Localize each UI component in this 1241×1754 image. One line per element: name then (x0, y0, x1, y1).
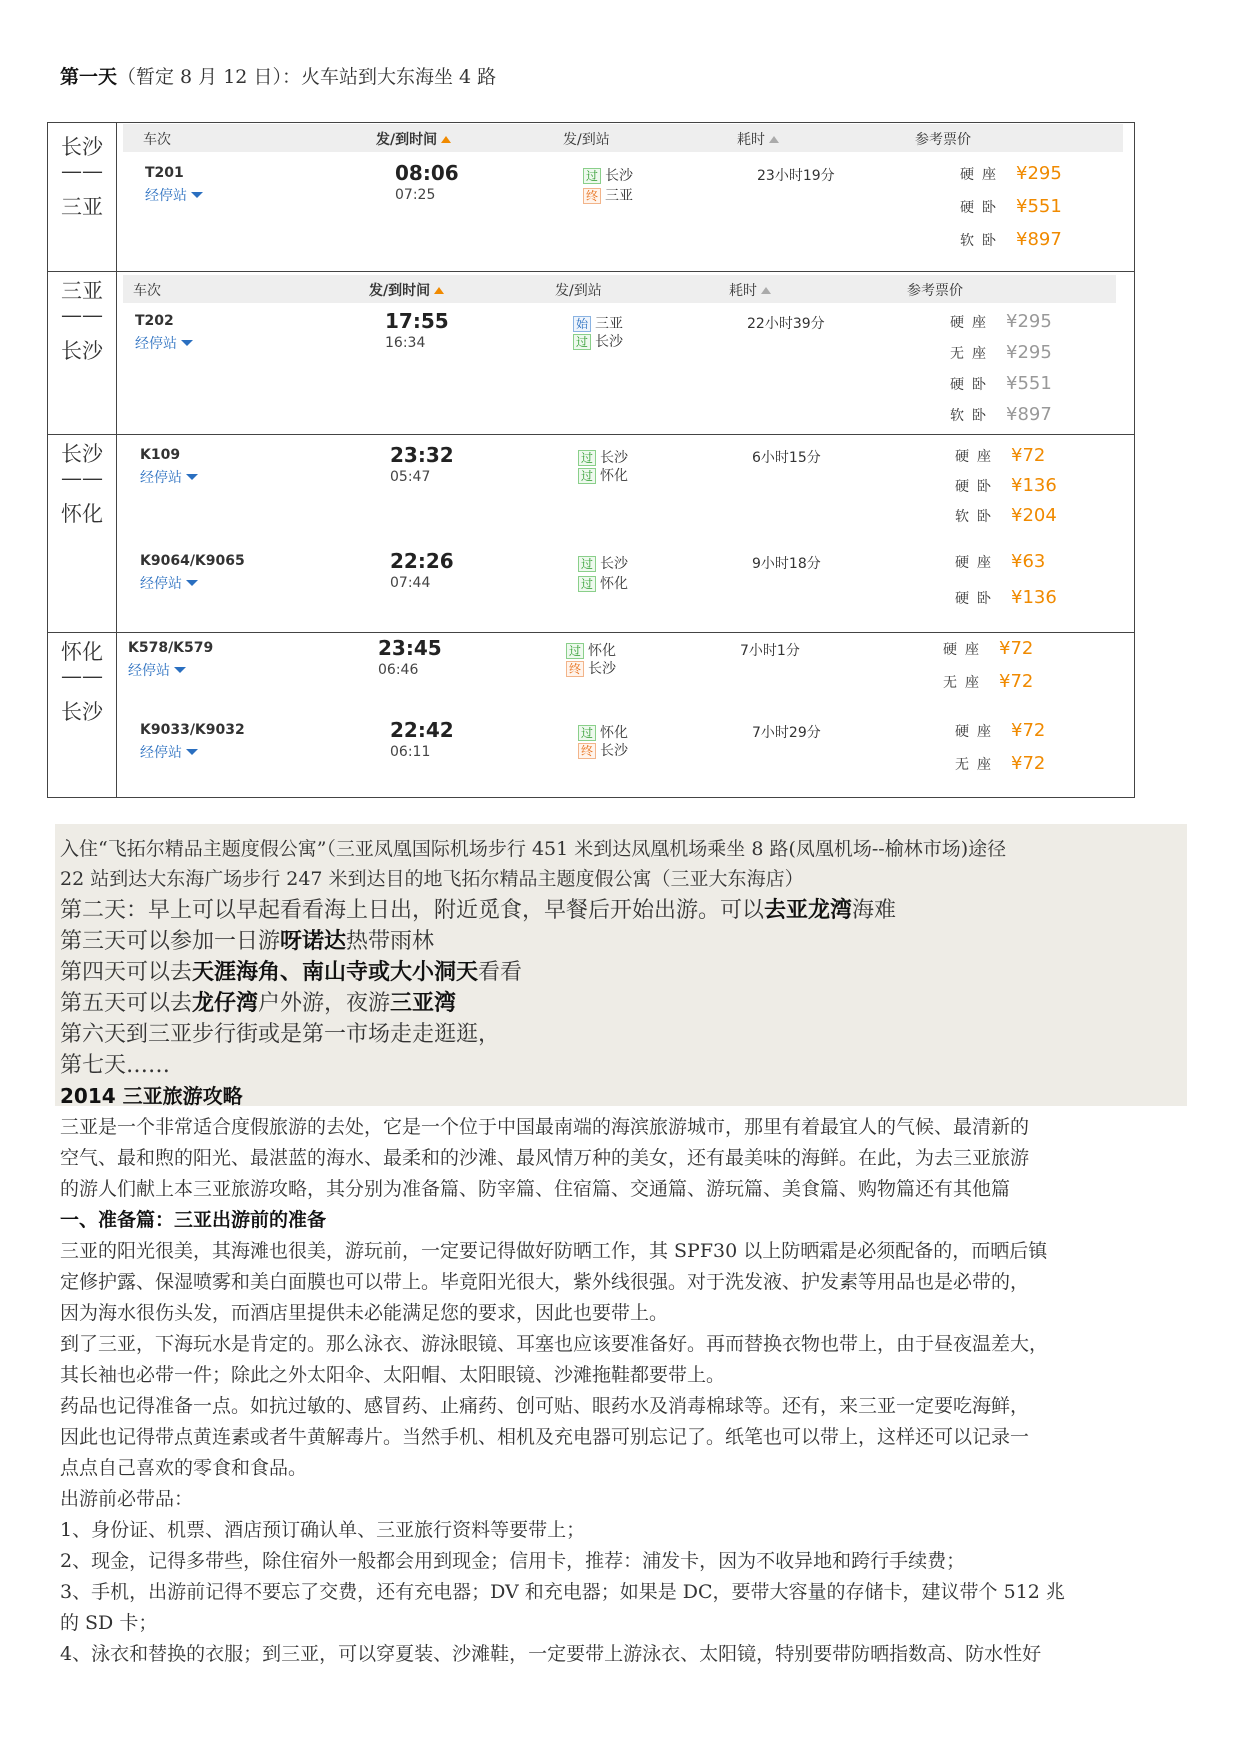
route-from: 三亚 (61, 279, 103, 303)
seat-class: 硬卧 (955, 479, 999, 495)
stops-label: 经停站 (128, 663, 170, 679)
seat-class: 硬卧 (955, 591, 999, 607)
depart-time: 22:42 (390, 718, 454, 742)
train-number[interactable]: K109 (140, 447, 181, 463)
seat-class: 硬座 (955, 449, 999, 465)
train-number[interactable]: K9033/K9032 (140, 722, 245, 738)
seat-class: 无座 (943, 675, 987, 691)
price-row (950, 373, 1052, 394)
stops-link[interactable] (140, 467, 198, 487)
price-value: ¥136 (1011, 587, 1057, 608)
station-row (583, 185, 633, 205)
route-from: 怀化 (61, 640, 103, 664)
depart-time: 23:32 (390, 443, 454, 467)
header-duration[interactable] (737, 129, 779, 149)
prep-line: 药品也记得准备一点。如抗过敏的、感冒药、止痛药、创可贴、眼药水及消毒棉球等。还有，来三亚一定要吃海鲜， (60, 1395, 1030, 1417)
header-price: 参考票价 (915, 132, 971, 148)
stops-link[interactable] (128, 660, 186, 680)
seat-class: 软卧 (950, 408, 994, 424)
caret-down-icon (186, 749, 198, 755)
price-row (955, 445, 1045, 466)
day-one-title (60, 62, 496, 89)
route-cell (48, 271, 117, 434)
train-schedule-table (47, 122, 1135, 798)
header-time-label: 发/到时间 (376, 132, 438, 148)
train-number[interactable]: K578/K579 (128, 640, 214, 656)
station-name: 长沙 (595, 334, 624, 350)
route-dash: —— (61, 159, 103, 183)
header-duration[interactable] (729, 280, 771, 300)
stops-label: 经停站 (140, 745, 182, 761)
prep-line: 的 SD 卡； (60, 1612, 158, 1634)
seat-class: 硬座 (950, 315, 994, 331)
price-value: ¥551 (1016, 196, 1062, 217)
intro-line: 空气、最和煦的阳光、最湛蓝的海水、最柔和的沙滩、最风情万种的美女，还有最美味的海鲜。在此，为去三亚旅游 (60, 1147, 1030, 1169)
day-four-tail: 看看 (478, 960, 523, 985)
price-row (955, 551, 1045, 572)
route-to: 三亚 (61, 195, 103, 219)
table-header (123, 124, 1123, 152)
seat-class: 软卧 (960, 233, 1004, 249)
day-six: 第六天到三亚步行街或是第一市场走走逛逛， (60, 1022, 501, 1047)
terminal-tag: 终 (583, 188, 601, 204)
header-time[interactable] (376, 129, 451, 149)
price-row (955, 753, 1045, 774)
price-row (950, 311, 1052, 332)
terminal-tag: 终 (578, 743, 596, 759)
station-name: 长沙 (588, 661, 617, 677)
duration: 6小时15分 (752, 450, 821, 466)
price-value: ¥897 (1016, 229, 1062, 250)
route-to: 长沙 (61, 339, 103, 363)
pass-tag: 过 (578, 576, 596, 592)
seat-class: 无座 (955, 757, 999, 773)
route-cell (48, 434, 117, 632)
train-number[interactable]: T202 (135, 313, 174, 329)
lodging-line-1: 入住“飞拓尔精品主题度假公寓”（三亚凤凰国际机场步行 451 米到达凤凰机场乘坐 8 路(凤凰机场--榆林市场)途径 (60, 838, 1007, 860)
caret-down-icon (186, 474, 198, 480)
station-row (578, 465, 628, 485)
route-section (48, 632, 1134, 797)
seat-class: 硬座 (955, 724, 999, 740)
start-tag: 始 (573, 316, 591, 332)
lodging-line-2: 22 站到达大东海广场步行 247 米到达目的地飞拓尔精品主题度假公寓（三亚大东海店） (60, 868, 804, 890)
price-row (950, 404, 1052, 425)
stops-link[interactable] (140, 742, 198, 762)
route-dash: —— (61, 664, 103, 688)
day-three (60, 924, 434, 955)
pass-tag: 过 (578, 468, 596, 484)
route-from: 长沙 (61, 442, 103, 466)
pass-tag: 过 (578, 450, 596, 466)
price-row (955, 720, 1045, 741)
prep-line: 点点自己喜欢的零食和食品。 (60, 1457, 308, 1479)
station-row (578, 722, 628, 742)
station-name: 长沙 (600, 743, 629, 759)
price-row (955, 505, 1057, 526)
depart-time: 22:26 (390, 549, 454, 573)
caret-down-icon (174, 667, 186, 673)
stops-label: 经停站 (140, 576, 182, 592)
stops-label: 经停站 (145, 188, 187, 204)
seat-class: 硬卧 (960, 200, 1004, 216)
header-train: 车次 (133, 283, 161, 299)
station-name: 三亚 (605, 188, 634, 204)
guide-title: 2014 三亚旅游攻略 (60, 1084, 243, 1108)
station-row (573, 331, 623, 351)
header-time-label: 发/到时间 (369, 283, 431, 299)
prep-line: 到了三亚，下海玩水是肯定的。那么泳衣、游泳眼镜、耳塞也应该要准备好。再而替换衣物也带上，由于昼夜温差大， (60, 1333, 1049, 1355)
price-row (960, 229, 1062, 250)
prep-line: 其长袖也必带一件；除此之外太阳伞、太阳帽、太阳眼镜、沙滩拖鞋都要带上。 (60, 1364, 726, 1386)
train-number[interactable]: T201 (145, 165, 184, 181)
price-value: ¥295 (1016, 163, 1062, 184)
sort-up-icon (434, 287, 444, 294)
header-duration-label: 耗时 (729, 283, 757, 299)
table-header (123, 275, 1116, 303)
caret-down-icon (191, 192, 203, 198)
pass-tag: 过 (578, 725, 596, 741)
sort-up-icon (761, 287, 771, 294)
station-row (583, 165, 633, 185)
route-section (48, 434, 1134, 633)
route-dash: —— (61, 466, 103, 490)
duration: 9小时18分 (752, 556, 821, 572)
prep-line: 因为海水很伤头发，而酒店里提供未必能满足您的要求，因此也要带上。 (60, 1302, 669, 1324)
price-value: ¥897 (1006, 404, 1052, 425)
caret-down-icon (181, 340, 193, 346)
prep-line: 4、泳衣和替换的衣服；到三亚，可以穿夏装、沙滩鞋，一定要带上游泳衣、太阳镜，特别要带防晒指数高、防水性好 (60, 1643, 1042, 1665)
seat-class: 硬座 (955, 555, 999, 571)
station-name: 怀化 (600, 576, 629, 592)
station-name: 怀化 (600, 725, 629, 741)
day-seven: 第七天…… (60, 1053, 171, 1078)
pass-tag: 过 (578, 556, 596, 572)
price-row (943, 671, 1033, 692)
header-time[interactable] (369, 280, 444, 300)
intro-line: 的游人们献上本三亚旅游攻略，其分别为准备篇、防宰篇、住宿篇、交通篇、游玩篇、美食篇、购物篇还有其他篇 (60, 1178, 1011, 1200)
caret-down-icon (186, 580, 198, 586)
seat-class: 硬座 (943, 642, 987, 658)
prep-line: 三亚的阳光很美，其海滩也很美，游玩前，一定要记得做好防晒工作，其 SPF30 以上防晒霜是必须配备的，而晒后镇 (60, 1240, 1048, 1262)
price-row (955, 475, 1057, 496)
station-name: 怀化 (588, 643, 617, 659)
seat-class: 无座 (950, 346, 994, 362)
price-value: ¥63 (1011, 551, 1046, 572)
prep-title: 一、准备篇：三亚出游前的准备 (60, 1209, 327, 1231)
price-row (943, 638, 1033, 659)
depart-time: 17:55 (385, 309, 449, 333)
day-one-label: 第一天 (60, 66, 118, 88)
day-three-bold: 呀诺达 (280, 929, 347, 954)
station-name: 长沙 (605, 168, 634, 184)
day-one-subtitle: （暂定 8 月 12 日）：火车站到大东海坐 4 路 (117, 66, 497, 88)
route-to: 长沙 (61, 700, 103, 724)
duration: 22小时39分 (747, 316, 825, 332)
day-three-text: 第三天可以参加一日游 (60, 929, 281, 954)
train-number[interactable]: K9064/K9065 (140, 553, 245, 569)
duration: 23小时19分 (757, 168, 835, 184)
station-row (578, 573, 628, 593)
prep-line: 出游前必带品： (60, 1488, 194, 1510)
day-two (60, 893, 896, 924)
pass-tag: 过 (583, 168, 601, 184)
price-row (955, 587, 1057, 608)
day-two-tail: 海难 (852, 898, 897, 923)
price-row (960, 196, 1062, 217)
prep-line: 定修护露、保湿喷雾和美白面膜也可以带上。毕竟阳光很大，紫外线很强。对于洗发液、护发素等用品也是必带的， (60, 1271, 1030, 1293)
header-station: 发/到站 (555, 283, 602, 299)
route-cell (48, 632, 117, 797)
price-value: ¥295 (1006, 311, 1052, 332)
prep-line: 因此也记得带点黄连素或者牛黄解毒片。当然手机、相机及充电器可别忘记了。纸笔也可以带上，这样还可以记录一 (60, 1426, 1030, 1448)
intro-line: 三亚是一个非常适合度假旅游的去处，它是一个位于中国最南端的海滨旅游城市，那里有着最宜人的气候、最清新的 (60, 1116, 1030, 1138)
station-row (578, 740, 628, 760)
day-two-bold: 去亚龙湾 (764, 898, 853, 923)
stops-label: 经停站 (140, 470, 182, 486)
stops-link[interactable] (145, 185, 203, 205)
day-five (60, 986, 456, 1017)
station-row (566, 658, 616, 678)
station-row (578, 553, 628, 573)
day-three-tail: 热带雨林 (346, 929, 435, 954)
route-dash: —— (61, 303, 103, 327)
route-from: 长沙 (61, 135, 103, 159)
arrive-time: 16:34 (385, 335, 426, 351)
stops-link[interactable] (135, 333, 193, 353)
prep-line: 3、手机，出游前记得不要忘了交费，还有充电器；DV 和充电器；如果是 DC，要带大容量的存储卡，建议带个 512 兆 (60, 1581, 1065, 1603)
route-cell (48, 123, 117, 271)
day-five-mid: 户外游，夜游 (258, 991, 391, 1016)
station-row (566, 640, 616, 660)
price-value: ¥72 (999, 671, 1034, 692)
route-section (48, 123, 1134, 272)
header-station: 发/到站 (563, 132, 610, 148)
header-duration-label: 耗时 (737, 132, 765, 148)
header-train: 车次 (143, 132, 171, 148)
arrive-time: 07:44 (390, 575, 431, 591)
price-value: ¥136 (1011, 475, 1057, 496)
station-name: 长沙 (600, 556, 629, 572)
pass-tag: 过 (566, 643, 584, 659)
day-two-text: 第二天：早上可以早起看看海上日出，附近觅食，早餐后开始出游。可以 (60, 898, 765, 923)
day-five-text: 第五天可以去 (60, 991, 193, 1016)
station-row (578, 447, 628, 467)
price-value: ¥72 (1011, 753, 1046, 774)
route-section (48, 271, 1134, 435)
arrive-time: 06:46 (378, 662, 419, 678)
price-value: ¥295 (1006, 342, 1052, 363)
price-value: ¥72 (1011, 445, 1046, 466)
seat-class: 软卧 (955, 509, 999, 525)
day-five-bold: 龙仔湾 (192, 991, 259, 1016)
day-four-bold: 天涯海角、南山寺或大小洞天 (192, 960, 479, 985)
station-name: 三亚 (595, 316, 624, 332)
price-row (950, 342, 1052, 363)
price-value: ¥72 (999, 638, 1034, 659)
prep-line: 2、现金，记得多带些，除住宿外一般都会用到现金；信用卡，推荐：浦发卡，因为不收异地和跨行手续费； (60, 1550, 966, 1572)
duration: 7小时29分 (752, 725, 821, 741)
duration: 7小时1分 (740, 643, 800, 659)
depart-time: 23:45 (378, 636, 442, 660)
arrive-time: 06:11 (390, 744, 431, 760)
stops-link[interactable] (140, 573, 198, 593)
terminal-tag: 终 (566, 661, 584, 677)
route-to: 怀化 (61, 502, 103, 526)
station-name: 怀化 (600, 468, 629, 484)
sort-up-icon (769, 136, 779, 143)
day-five-bold-2: 三亚湾 (390, 991, 457, 1016)
seat-class: 硬座 (960, 167, 1004, 183)
price-value: ¥551 (1006, 373, 1052, 394)
day-four (60, 955, 522, 986)
depart-time: 08:06 (395, 161, 459, 185)
day-four-text: 第四天可以去 (60, 960, 193, 985)
sort-up-icon (441, 136, 451, 143)
price-row (960, 163, 1062, 184)
stops-label: 经停站 (135, 336, 177, 352)
price-value: ¥72 (1011, 720, 1046, 741)
station-name: 长沙 (600, 450, 629, 466)
header-price: 参考票价 (907, 283, 963, 299)
prep-line: 1、身份证、机票、酒店预订确认单、三亚旅行资料等要带上； (60, 1519, 586, 1541)
arrive-time: 07:25 (395, 187, 436, 203)
pass-tag: 过 (573, 334, 591, 350)
price-value: ¥204 (1011, 505, 1057, 526)
station-row (573, 313, 623, 333)
arrive-time: 05:47 (390, 469, 431, 485)
seat-class: 硬卧 (950, 377, 994, 393)
